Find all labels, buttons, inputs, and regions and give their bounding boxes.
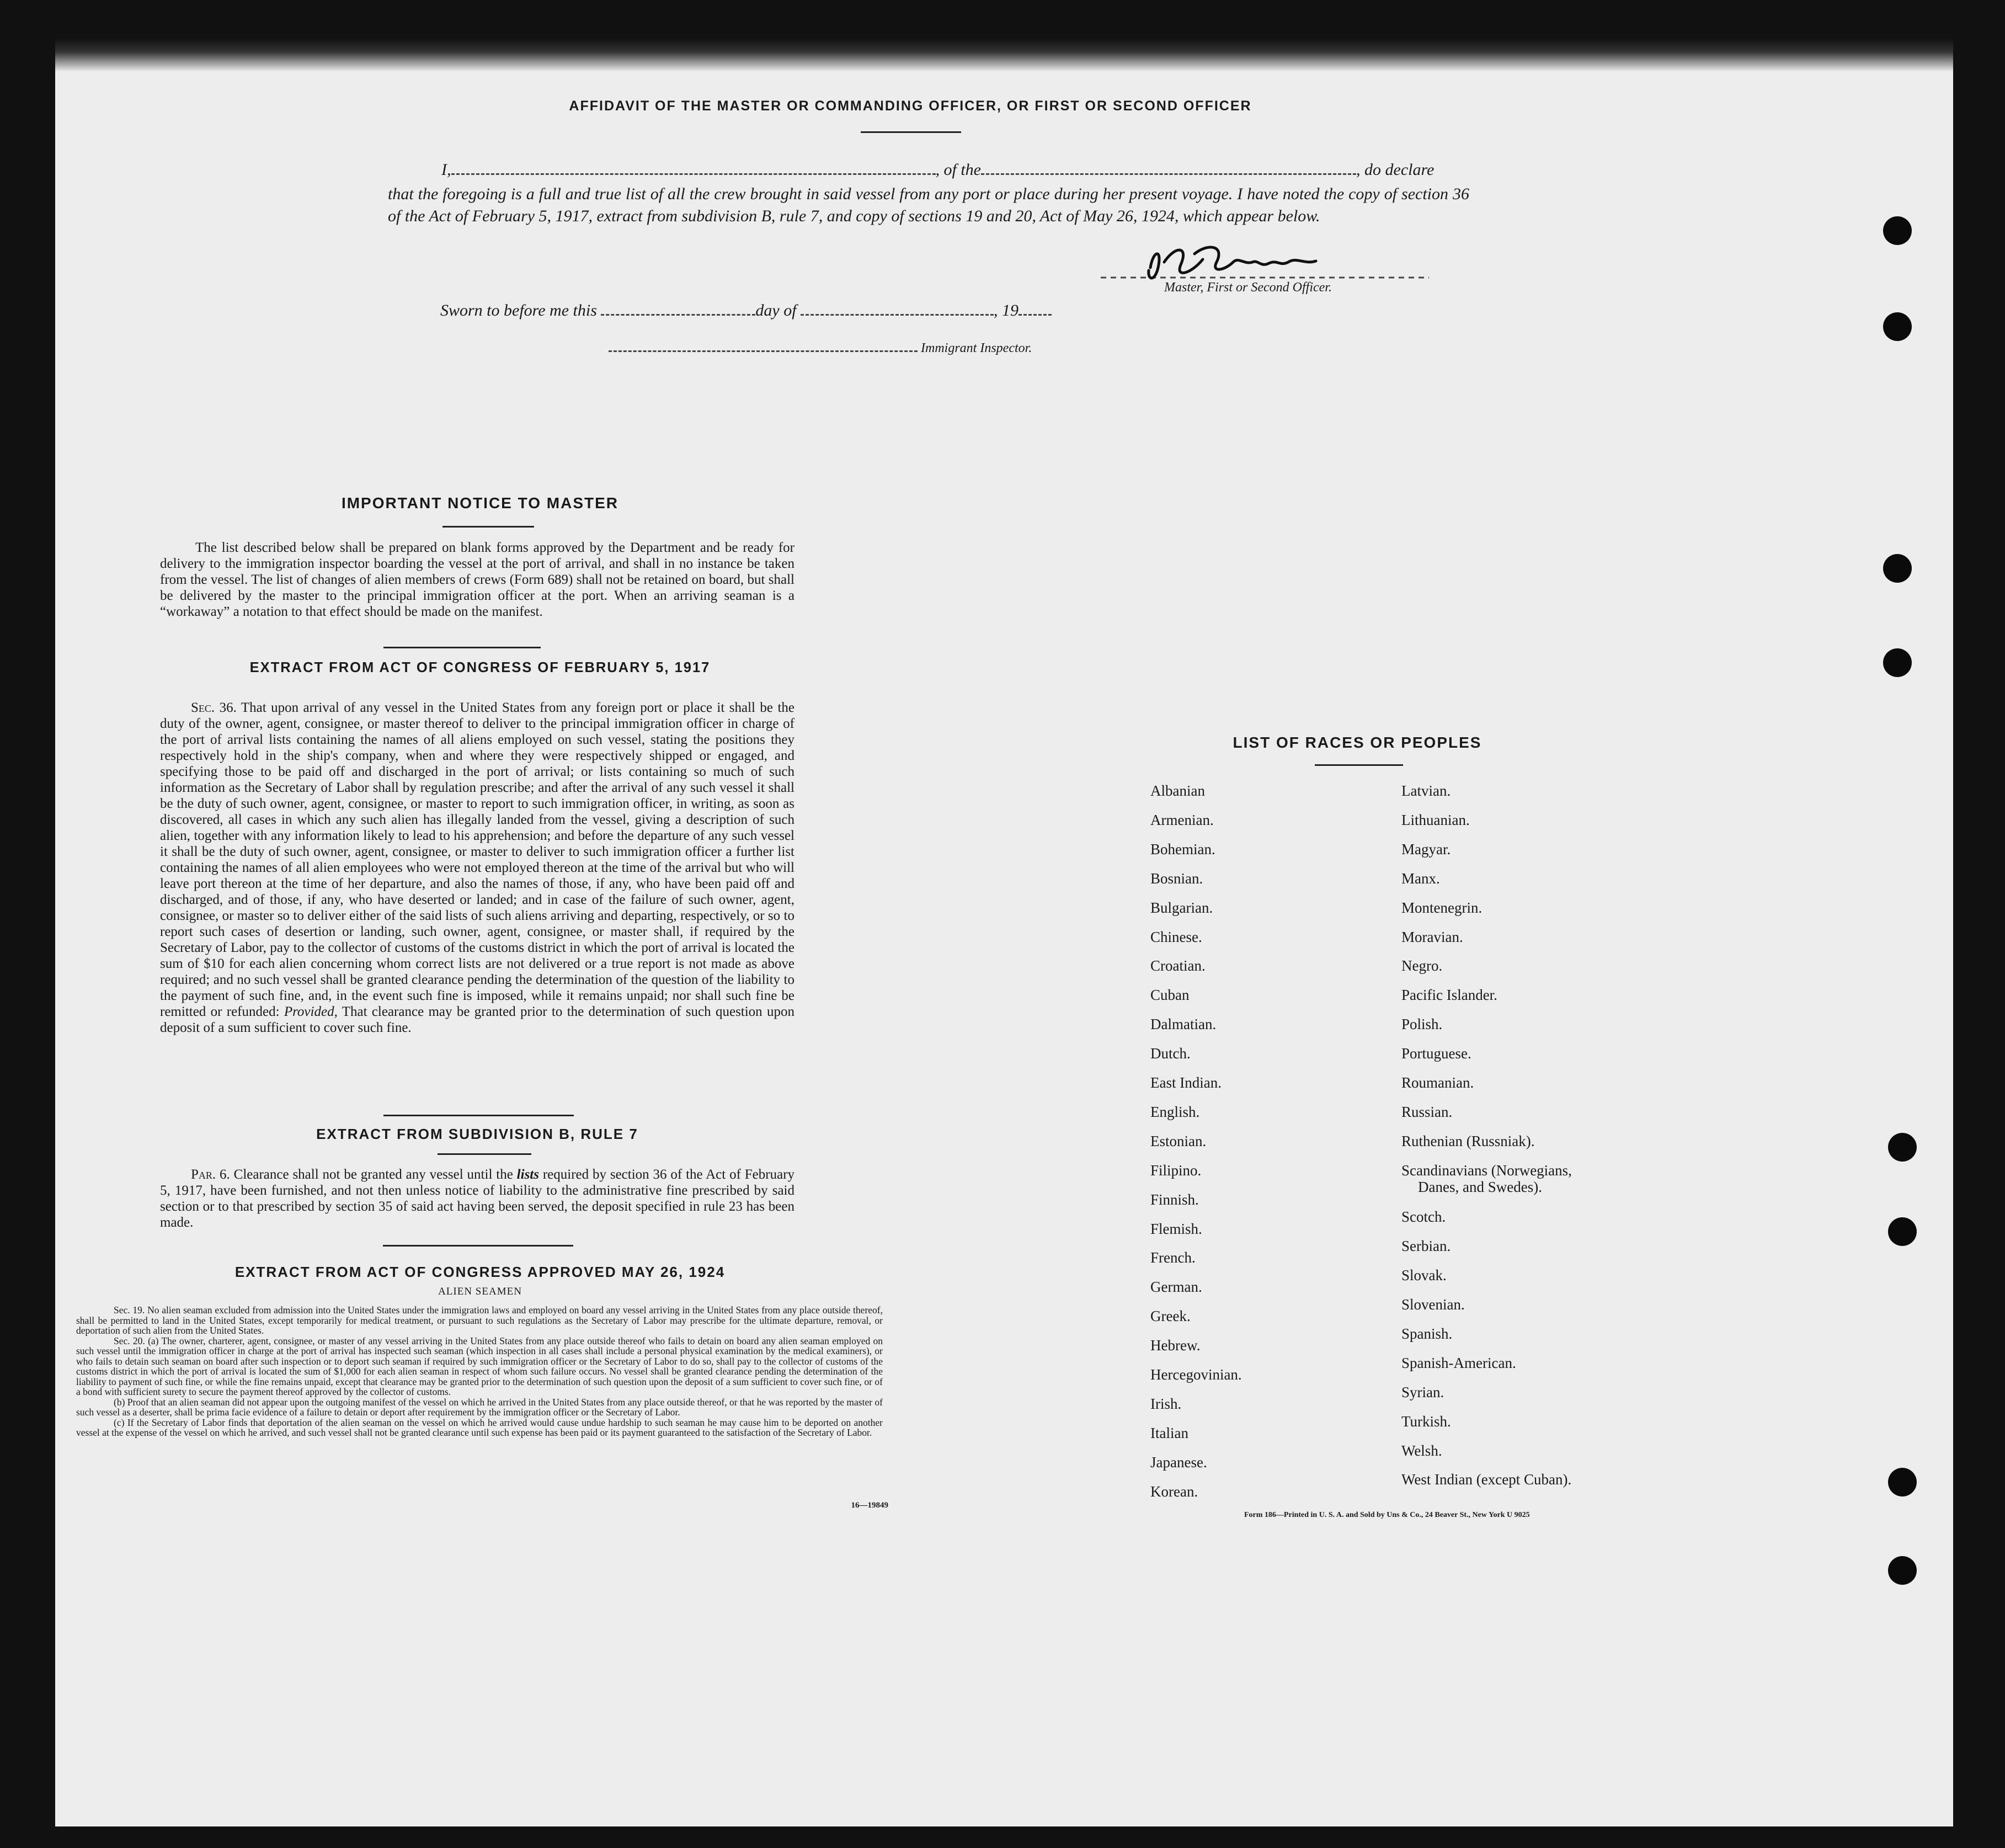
notice-title: IMPORTANT NOTICE TO MASTER	[341, 494, 619, 512]
extract-1924-subtitle: ALIEN SEAMEN	[438, 1286, 522, 1297]
section-20c-text: (c) If the Secretary of Labor finds that deportation of the alien seaman on the vessel on which he arrived would cause undue hardship to such seaman he may cause him to be deported on another vessel at the expense of the vessel on which he arrived, and such vessel shall not be granted clearance until such expense has been paid or its payment guaranteed to the satisfaction of the Secretary of Labor.	[76, 1416, 883, 1438]
race-item: Flemish.	[1150, 1220, 1202, 1237]
section-20a-text: Sec. 20. (a) The owner, charterer, agent, consignee, or master of any vessel arriving in the United States from any place outside thereof who fails to detain on board any alien seaman employed on such vessel until the immigration officer in charge at the port of arrival has inspected such seaman (which inspection in all cases shall include a personal physical examination by the medical examiners), or who fails to detain such seaman on board after such inspection or to deport such seaman if required by such immigration officer or the Secretary of Labor to do so, shall pay to the collector of customs of the customs district in which the port of arrival is located the sum of $1,000 for each alien seaman in respect of whom such failure occurs. No vessel shall be granted clearance pending the determination of the liability to payment of such fine, or while the fine remains unpaid, except that clearance may be granted prior to the determination of such question upon the deposit of a sum sufficient to cover such fine, or of a bond with sufficient surety to secure the payment thereof approved by the collector of customs.	[76, 1335, 883, 1397]
divider	[438, 1153, 531, 1155]
race-item: Roumanian.	[1401, 1074, 1474, 1091]
race-item: Italian	[1150, 1424, 1188, 1441]
race-item: French.	[1150, 1249, 1196, 1266]
race-item: Armenian.	[1150, 811, 1214, 828]
signature-caption: Master, First or Second Officer.	[1164, 280, 1332, 295]
race-item: West Indian (except Cuban).	[1401, 1471, 1572, 1488]
race-item: Bulgarian.	[1150, 899, 1213, 916]
punch-hole	[1883, 312, 1912, 341]
race-item: Lithuanian.	[1401, 811, 1470, 828]
race-item: Filipino.	[1150, 1162, 1202, 1179]
race-item: German.	[1150, 1279, 1202, 1296]
divider	[383, 647, 541, 648]
race-item: East Indian.	[1150, 1074, 1222, 1091]
master-name-field[interactable]	[451, 161, 936, 175]
race-item: Latvian.	[1401, 782, 1451, 799]
race-item: Negro.	[1401, 957, 1443, 974]
vessel-name-field[interactable]	[981, 161, 1356, 175]
extract-rule7-body	[160, 1167, 794, 1231]
race-item: Scandinavians (Norwegians,	[1401, 1162, 1572, 1179]
race-item: Portuguese.	[1401, 1045, 1471, 1062]
divider	[442, 526, 534, 528]
race-item: Magyar.	[1401, 840, 1451, 858]
race-item: Albanian	[1150, 782, 1205, 799]
race-item: Irish.	[1150, 1395, 1182, 1412]
race-item: Pacific Islander.	[1401, 987, 1497, 1004]
race-item: Japanese.	[1150, 1453, 1207, 1471]
race-item: Danes, and Swedes).	[1418, 1178, 1542, 1195]
affidavit-i-label: I,	[441, 161, 451, 179]
race-item: English.	[1150, 1103, 1200, 1120]
extract-1917-title: EXTRACT FROM ACT OF CONGRESS OF FEBRUARY 5, 1917	[249, 660, 711, 675]
race-item: Dalmatian.	[1150, 1016, 1217, 1033]
race-item: Dutch.	[1150, 1045, 1191, 1062]
race-item: Slovak.	[1401, 1267, 1447, 1284]
race-item: Manx.	[1401, 870, 1440, 887]
par-6-text-a: Clearance shall not be granted any vessel until the	[233, 1167, 513, 1182]
race-item: Estonian.	[1150, 1132, 1207, 1149]
punch-hole	[1883, 554, 1912, 583]
inspector-caption: Immigrant Inspector.	[921, 341, 1032, 355]
punch-hole	[1888, 1468, 1917, 1496]
extract-1917-body	[160, 700, 794, 1036]
sworn-year-label: , 19	[994, 301, 1019, 319]
race-item: Hebrew.	[1150, 1337, 1201, 1354]
race-item: Scotch.	[1401, 1208, 1446, 1226]
notice-body: The list described below shall be prepared on blank forms approved by the Department and be ready for delivery to the immigration inspector boarding the vessel at the port of arrival, and shall in no instance be taken from the vessel. The list of changes of alien members of crews (Form 689) shall not be retained on board, but shall be delivered by the master to the principal immigration officer at the port. When an arriving seaman is a “workaway” a notation to that effect should be made on the manifest.	[160, 540, 794, 619]
sworn-line	[440, 300, 1052, 322]
sworn-day-of-label: day of	[755, 301, 797, 319]
affidavit-declare-label: , do declare	[1356, 161, 1435, 179]
affidavit-body: that the foregoing is a full and true list of all the crew brought in said vessel from any port or place during her present voyage. I have noted the copy of section 36 of the Act of February 5, 1917, extract from subdivision B, rule 7, and copy of sections 19 and 20, Act of May 26, 1924, which appear below.	[388, 185, 1469, 225]
race-item: Spanish-American.	[1401, 1354, 1516, 1371]
sworn-month-field[interactable]	[801, 302, 994, 316]
race-item: Cuban	[1150, 987, 1190, 1004]
affidavit-declaration-line	[441, 159, 1468, 181]
race-item: Ruthenian (Russniak).	[1401, 1132, 1535, 1149]
section-19-text: Sec. 19. No alien seaman excluded from admission into the United States under the immigration laws and employed on board any vessel arriving in the United States from any place outside thereof, shall be permitted to land in the United States, except temporarily for medical treatment, or pursuant to such regulations as the Secretary of Labor may prescribe for the ultimate departure, removal, or deportation of such alien from the United States.	[76, 1304, 883, 1336]
section-36-text: That upon arrival of any vessel in the United States from any foreign port or place it shall be the duty of the owner, agent, consignee, or master thereof to deliver to the principal immigration officer in charge of the port of arrival lists containing the names of all aliens employed on such vessel, stating the positions they respectively hold in the ship's company, when and where they were respectively shipped or engaged, and specifying those to be paid off and discharged in the port of arrival; or lists containing so much of such information as the Secretary of Labor shall by regulation prescribe; and after the arrival of any such vessel it shall be the duty of such owner, agent, consignee, or master to report to such immigration officer, in writing, as soon as discovered, all cases in which any such alien has illegally landed from the vessel, giving a description of such alien, together with any information likely to lead to his apprehension; and before the departure of any such vessel it shall be the duty of such owner, agent, consignee, or master to deliver to such immigration officer a further list containing the names of all alien employees who were not employed thereon at the time of the arrival but who will leave port thereon at the time of her departure, and also the names of those, if any, who have been paid off and discharged, and of those, if any, who have deserted or landed; and in case of the failure of such owner, agent, consignee, or master so to deliver either of the said lists of such aliens arriving and departing, respectively, or so to report such cases of desertion or landing, such owner, agent, consignee, or master shall, if required by the Secretary of Labor, pay to the collector of customs of the customs district in which the port of arrival is located the sum of $10 for each alien concerning whom correct lists are not delivered or a true report is not made as above required; and no such vessel shall be granted clearance pending the determination of the question of the liability to the payment of such fine, and, in the event such fine is imposed, while it remains unpaid; nor shall such fine be remitted or refunded:	[160, 700, 795, 1019]
affidavit-of-the-label: , of the	[935, 161, 981, 179]
race-item: Bohemian.	[1150, 840, 1215, 858]
races-title: LIST OF RACES OR PEOPLES	[1233, 734, 1482, 751]
section-20b-text: (b) Proof that an alien seaman did not appear upon the outgoing manifest of the vessel on which he arrived in the United States from any place outside thereof, or that he was reported by the master of such vessel as a deserter, shall be prima facie evidence of a failure to detain or deport after requirement by the immigration officer or the Secretary of Labor.	[76, 1396, 883, 1418]
scan-edge	[55, 39, 1953, 72]
punch-hole	[1883, 216, 1912, 245]
race-item: Croatian.	[1150, 957, 1206, 974]
race-item: Russian.	[1401, 1103, 1453, 1120]
race-item: Montenegrin.	[1401, 899, 1483, 916]
section-36-label: Sec. 36.	[191, 700, 237, 715]
provided-word: Provided,	[284, 1004, 338, 1019]
lists-word: lists	[516, 1167, 539, 1182]
affidavit-title: AFFIDAVIT OF THE MASTER OR COMMANDING OFFICER, OR FIRST OR SECOND OFFICER	[569, 98, 1252, 114]
extract-1924-title: EXTRACT FROM ACT OF CONGRESS APPROVED MAY 26, 1924	[234, 1264, 726, 1280]
race-item: Finnish.	[1150, 1191, 1199, 1208]
print-code: 16—19849	[851, 1501, 888, 1510]
par-6-text-b: required by section 36 of the Act of February 5, 1917, have been furnished, and not then unless notice of liability to the administrative fine prescribed by said section or to that prescribed by section 35 of said act having been served, the deposit specified in rule 23 has been made.	[160, 1167, 795, 1230]
race-item: Syrian.	[1401, 1383, 1444, 1400]
race-item: Serbian.	[1401, 1238, 1451, 1255]
race-item: Spanish.	[1401, 1325, 1453, 1342]
sworn-prefix: Sworn to before me this	[440, 301, 597, 319]
punch-hole	[1888, 1217, 1917, 1246]
punch-hole	[1888, 1556, 1917, 1585]
race-item: Slovenian.	[1401, 1296, 1465, 1313]
punch-hole	[1883, 648, 1912, 677]
race-item: Greek.	[1150, 1308, 1191, 1325]
form-footer: Form 186—Printed in U. S. A. and Sold by Uns & Co., 24 Beaver St., New York U 9025	[1244, 1511, 1530, 1519]
race-item: Moravian.	[1401, 928, 1463, 945]
divider	[383, 1115, 574, 1116]
race-item: Korean.	[1150, 1483, 1198, 1500]
inspector-signature-field[interactable]	[609, 342, 918, 352]
extract-rule7-title: EXTRACT FROM SUBDIVISION B, RULE 7	[316, 1126, 638, 1142]
sworn-day-field[interactable]	[601, 302, 755, 316]
race-item: Polish.	[1401, 1016, 1443, 1033]
race-item: Chinese.	[1150, 928, 1202, 945]
divider	[383, 1245, 573, 1247]
race-item: Turkish.	[1401, 1413, 1451, 1430]
extract-1924-body	[76, 1305, 883, 1438]
race-item: Hercegovinian.	[1150, 1366, 1242, 1383]
race-item: Bosnian.	[1150, 870, 1203, 887]
inspector-line	[609, 341, 1032, 356]
section-36-proviso-text: That clearance may be granted prior to the determination of such question upon deposit of a sum sufficient to cover such fine.	[160, 1004, 794, 1035]
sworn-year-field[interactable]	[1019, 302, 1052, 316]
divider	[861, 131, 961, 133]
race-item: Welsh.	[1401, 1442, 1442, 1459]
punch-hole	[1888, 1133, 1917, 1162]
par-6-label: Par. 6.	[191, 1167, 230, 1182]
divider	[1315, 764, 1403, 766]
